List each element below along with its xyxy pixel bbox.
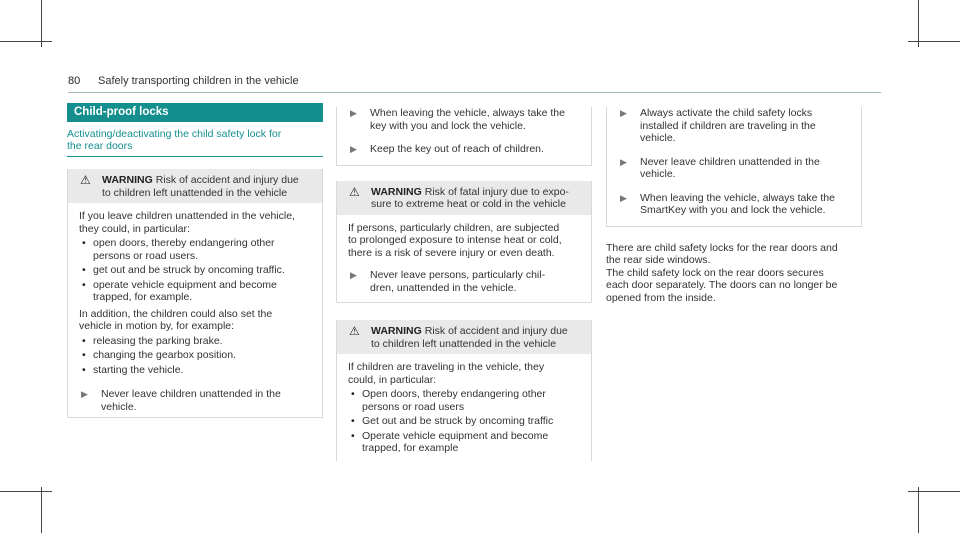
body-paragraph: There are child safety locks for the rear doors and the rear side windows. The child safety lock on the rear doors secures each door separately. The doors can no longer be opened from the inside. (606, 241, 838, 304)
warning-box-children (67, 169, 323, 418)
crop-mark (41, 487, 42, 533)
page-number: 80 (68, 75, 81, 87)
column-middle (336, 103, 592, 461)
warning-intro: If children are traveling in the vehicle, they could, in particular: (348, 361, 545, 386)
warning-triangle-icon: ⚠ (80, 173, 91, 187)
warning-box-accident (336, 320, 592, 461)
step-arrow-icon: ▶ (81, 389, 88, 399)
running-title: Safely transporting children in the vehicle (98, 75, 299, 87)
list-item: • Open doors, thereby endangering other persons or road users (348, 388, 581, 413)
list-item: • get out and be struck by oncoming traffic. (79, 264, 312, 277)
step-arrow-icon: ▶ (350, 270, 357, 280)
warning-text: If persons, particularly children, are subjected to prolonged exposure to intense heat or cold, there is a risk of severe injury or even death. (348, 221, 562, 259)
warning-word: WARNING (371, 325, 422, 337)
warning-word: WARNING (371, 185, 422, 198)
warning-body (337, 354, 591, 461)
step-arrow-icon: ▶ (620, 192, 627, 203)
step-item (607, 192, 851, 217)
warning-body (68, 203, 322, 382)
step-arrow-icon: ▶ (350, 108, 357, 118)
section-title: Child-proof locks (67, 103, 323, 122)
warning-triangle-icon: ⚠ (349, 324, 360, 338)
step-text: Never leave children unattended in the vehicle. (101, 388, 281, 413)
warning-box-heat (336, 181, 592, 304)
warning-header (337, 181, 591, 215)
step-item (337, 143, 581, 156)
steps-box-right (606, 107, 862, 227)
step-text: Never leave children unattended in the vehicle. (640, 155, 820, 180)
subsection-title: Activating/deactivating the child safety lock for the rear doors (67, 128, 323, 157)
warning-header (337, 320, 591, 354)
warning-triangle-icon: ⚠ (349, 184, 360, 199)
step-item (68, 388, 312, 417)
list-item: • Operate vehicle equipment and become trapped, for example (348, 430, 581, 455)
list-item: • changing the gearbox position. (79, 349, 312, 362)
page-header (68, 73, 881, 93)
warning-word: WARNING (102, 174, 153, 186)
step-item (607, 156, 851, 181)
warning-body (337, 215, 591, 266)
step-item (337, 269, 581, 302)
step-item (337, 107, 581, 132)
list-item: • releasing the parking brake. (79, 335, 312, 348)
warning-bullets-2 (79, 335, 312, 377)
crop-mark (0, 41, 52, 42)
crop-mark (918, 487, 919, 533)
crop-mark (908, 41, 960, 42)
list-item: • Get out and be struck by oncoming traffic (348, 415, 581, 428)
warning-head-text: Risk of fatal injury due to expo- sure to extreme heat or cold in the vehicle (371, 185, 569, 210)
warning-head-text: Risk of accident and injury due to children left unattended in the vehicle (371, 325, 568, 350)
warning-bullets (79, 237, 312, 304)
crop-mark (908, 491, 960, 492)
step-text: When leaving the vehicle, always take the key with you and lock the vehicle. (370, 107, 565, 132)
list-item: • starting the vehicle. (79, 364, 312, 377)
step-text: When leaving the vehicle, always take the SmartKey with you and lock the vehicle. (640, 191, 835, 216)
column-left (67, 103, 323, 418)
warning-head-text: Risk of accident and injury due to children left unattended in the vehicle (102, 174, 299, 199)
step-text: Never leave persons, particularly chil- dren, unattended in the vehicle. (370, 269, 546, 294)
list-item: • operate vehicle equipment and become trapped, for example. (79, 279, 312, 304)
steps-box-top (336, 107, 592, 166)
step-text: Always activate the child safety locks installed if children are traveling in the vehicle. (640, 107, 816, 144)
step-arrow-icon: ▶ (620, 156, 627, 167)
warning-bullets (348, 388, 581, 455)
crop-mark (0, 491, 52, 492)
step-text: Keep the key out of reach of children. (370, 143, 544, 155)
list-item: • open doors, thereby endangering other persons or road users. (79, 237, 312, 262)
step-arrow-icon: ▶ (620, 108, 627, 118)
crop-mark (918, 0, 919, 47)
crop-mark (41, 0, 42, 47)
column-right (606, 103, 862, 304)
step-arrow-icon: ▶ (350, 144, 357, 154)
warning-intro-2: In addition, the children could also set the vehicle in motion by, for example: (79, 307, 273, 332)
warning-intro: If you leave children unattended in the vehicle, they could, in particular: (79, 210, 295, 235)
step-item (607, 107, 851, 145)
warning-header (68, 169, 322, 203)
